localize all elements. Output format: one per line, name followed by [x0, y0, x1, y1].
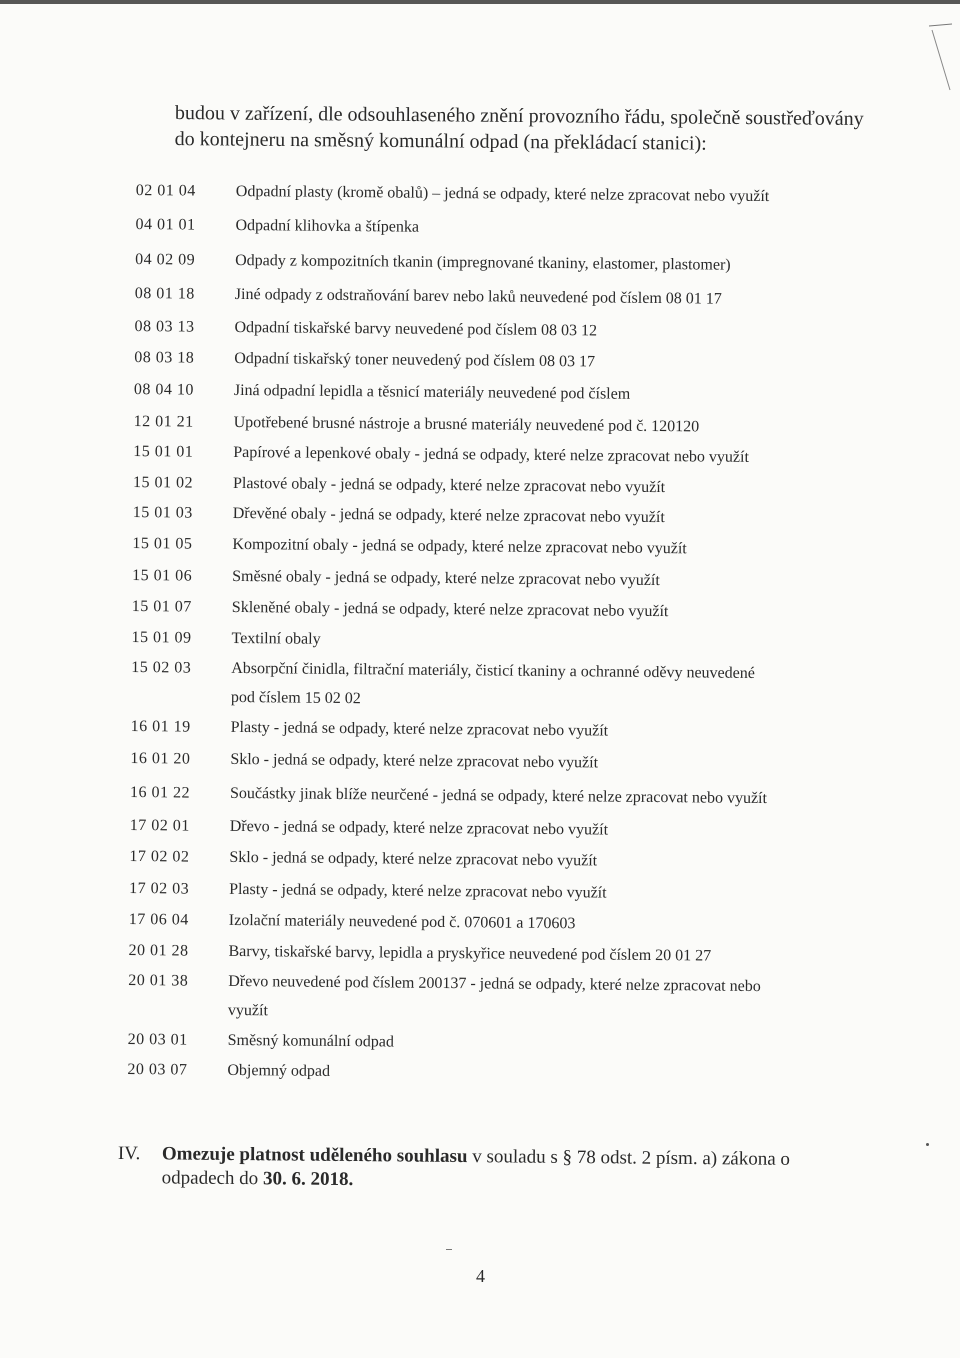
waste-code: 15 01 01 — [133, 442, 194, 461]
waste-code: 08 04 10 — [133, 380, 195, 399]
waste-row — [127, 1055, 847, 1092]
intro-line-1: budou v zařízení, dle odsouhlaseného znění provozního řádu, společně soustřeďovány — [174, 101, 864, 131]
waste-code: 08 03 18 — [134, 348, 195, 367]
waste-description-line: Objemný odpad — [227, 1061, 331, 1080]
waste-code: 15 01 07 — [131, 597, 192, 616]
section-iv-text-mid: v souladu s § 78 odst. 2 písm. a) zákona o — [467, 1146, 791, 1170]
waste-code: 16 01 20 — [130, 749, 191, 768]
waste-code: 17 02 02 — [129, 847, 190, 866]
section-iv-date: 30. 6. 2018 — [262, 1168, 349, 1191]
waste-description-line: Jiné odpady z odstraňování barev nebo laků neuvedené pod číslem 08 01 17 — [234, 285, 722, 308]
waste-code: 20 03 01 — [127, 1030, 188, 1049]
waste-description-line: využít — [227, 1001, 269, 1020]
section-iv-text-line2: odpadech do — [161, 1167, 264, 1190]
waste-description — [227, 1056, 847, 1092]
top-edge-rule — [0, 0, 960, 4]
waste-description-line: Textilní obaly — [231, 629, 321, 648]
waste-description-line: Absorpční činidla, filtrační materiály, čisticí tkaniny a ochranné oděvy neuvedené — [231, 659, 755, 682]
waste-description-line: Odpadní tiskařský toner neuvedený pod číslem 08 03 17 — [234, 349, 596, 371]
waste-code: 16 01 22 — [129, 783, 191, 802]
waste-description-line: Jiná odpadní lepidla a těsnicí materiály neuvedené pod číslem — [233, 381, 631, 403]
waste-description-line: Dřevo neuvedené pod číslem 200137 - jedná se odpady, které nelze zpracovat nebo — [228, 972, 761, 996]
waste-description-line: Plasty - jedná se odpady, které nelze zpracovat nebo využít — [230, 718, 609, 740]
waste-code: 17 02 01 — [129, 816, 190, 835]
waste-description-line: Upotřebené brusné nástroje a brusné materiály neuvedené pod č. 120120 — [233, 413, 700, 436]
waste-description-line: Izolační materiály neuvedené pod č. 070601 a 170603 — [228, 911, 576, 933]
waste-code: 17 06 04 — [128, 910, 189, 929]
waste-code: 17 02 03 — [129, 879, 190, 898]
page-number: 4 — [476, 1266, 485, 1286]
section-iv-bold-lead: Omezuje platnost uděleného souhlasu — [161, 1143, 468, 1168]
waste-code: 20 01 38 — [128, 971, 189, 990]
waste-description-line: Směsné obaly - jedná se odpady, které nelze zpracovat nebo využít — [232, 567, 660, 590]
waste-description-line: Plasty - jedná se odpady, které nelze zpracovat nebo využít — [229, 880, 607, 902]
section-iv-numeral: IV. — [117, 1143, 141, 1165]
waste-code: 15 02 03 — [131, 658, 192, 677]
waste-description-line: Odpadní plasty (kromě obalů) – jedná se odpady, které nelze zpracovat nebo využít — [235, 182, 770, 206]
waste-description-line: Dřevo - jedná se odpady, které nelze zpracovat nebo využít — [229, 817, 609, 839]
intro-paragraph — [175, 100, 875, 158]
waste-description-line: Odpadní tiskařské barvy neuvedené pod číslem 08 03 12 — [234, 318, 598, 340]
waste-code: 08 01 18 — [134, 284, 195, 303]
waste-code: 04 01 01 — [135, 215, 196, 234]
intro-line-2: do kontejneru na směsný komunální odpad (na překládací stanici): — [174, 127, 707, 155]
waste-code: 15 01 06 — [132, 566, 193, 585]
waste-description — [235, 243, 855, 284]
section-iv-end: . — [348, 1169, 354, 1191]
scan-corner-mark — [928, 22, 954, 92]
waste-description-line: Směsný komunální odpad — [227, 1031, 394, 1051]
waste-description-line: Plastové obaly - jedná se odpady, které nelze zpracovat nebo využít — [232, 474, 666, 497]
waste-code: 15 01 02 — [132, 473, 194, 492]
waste-code: 20 03 07 — [127, 1060, 188, 1079]
waste-code: 16 01 19 — [130, 717, 191, 736]
waste-description-line: Odpadní klihovka a štípenka — [235, 216, 420, 236]
section-iv-text — [162, 1142, 862, 1196]
waste-description — [231, 654, 852, 718]
waste-code-list — [127, 174, 856, 1092]
waste-description-line: Odpady z kompozitních tkanin (impregnované tkaniny, elastomer, plastomer) — [235, 251, 731, 274]
waste-code: 02 01 04 — [135, 181, 196, 200]
waste-row — [128, 966, 849, 1031]
waste-code: 08 03 13 — [134, 317, 195, 336]
waste-description-line: Sklo - jedná se odpady, které nelze zpracovat nebo využít — [230, 750, 599, 772]
waste-code: 15 01 05 — [132, 534, 193, 553]
waste-description-line: Sklo - jedná se odpady, které nelze zpracovat nebo využít — [229, 848, 598, 870]
scan-dash — [446, 1249, 452, 1250]
waste-description-line: Součástky jinak blíže neurčené - jedná se odpady, které nelze zpracovat nebo využít — [229, 784, 768, 808]
waste-description-line: Skleněné obaly - jedná se odpady, které nelze zpracovat nebo využít — [231, 598, 669, 621]
waste-description-line: Kompozitní obaly - jedná se odpady, které nelze zpracovat nebo využít — [232, 535, 687, 558]
waste-code: 15 01 03 — [132, 503, 193, 522]
waste-description-line: Dřevěné obaly - jedná se odpady, které nelze zpracovat nebo využít — [232, 504, 665, 527]
section-iv — [117, 1142, 878, 1191]
scan-speck — [926, 1143, 929, 1146]
waste-code: 04 02 09 — [135, 250, 196, 269]
waste-description-line: Papírové a lepenkové obaly - jedná se odpady, které nelze zpracovat nebo využít — [233, 443, 750, 466]
waste-description — [228, 967, 849, 1031]
waste-code: 12 01 21 — [133, 412, 194, 431]
waste-code: 20 01 28 — [128, 941, 189, 960]
waste-row — [131, 653, 852, 718]
waste-description-line: pod číslem 15 02 02 — [230, 688, 361, 708]
waste-code: 15 01 09 — [131, 628, 192, 647]
waste-description-line: Barvy, tiskařské barvy, lepidla a pryskyřice neuvedené pod číslem 20 01 27 — [228, 942, 712, 965]
